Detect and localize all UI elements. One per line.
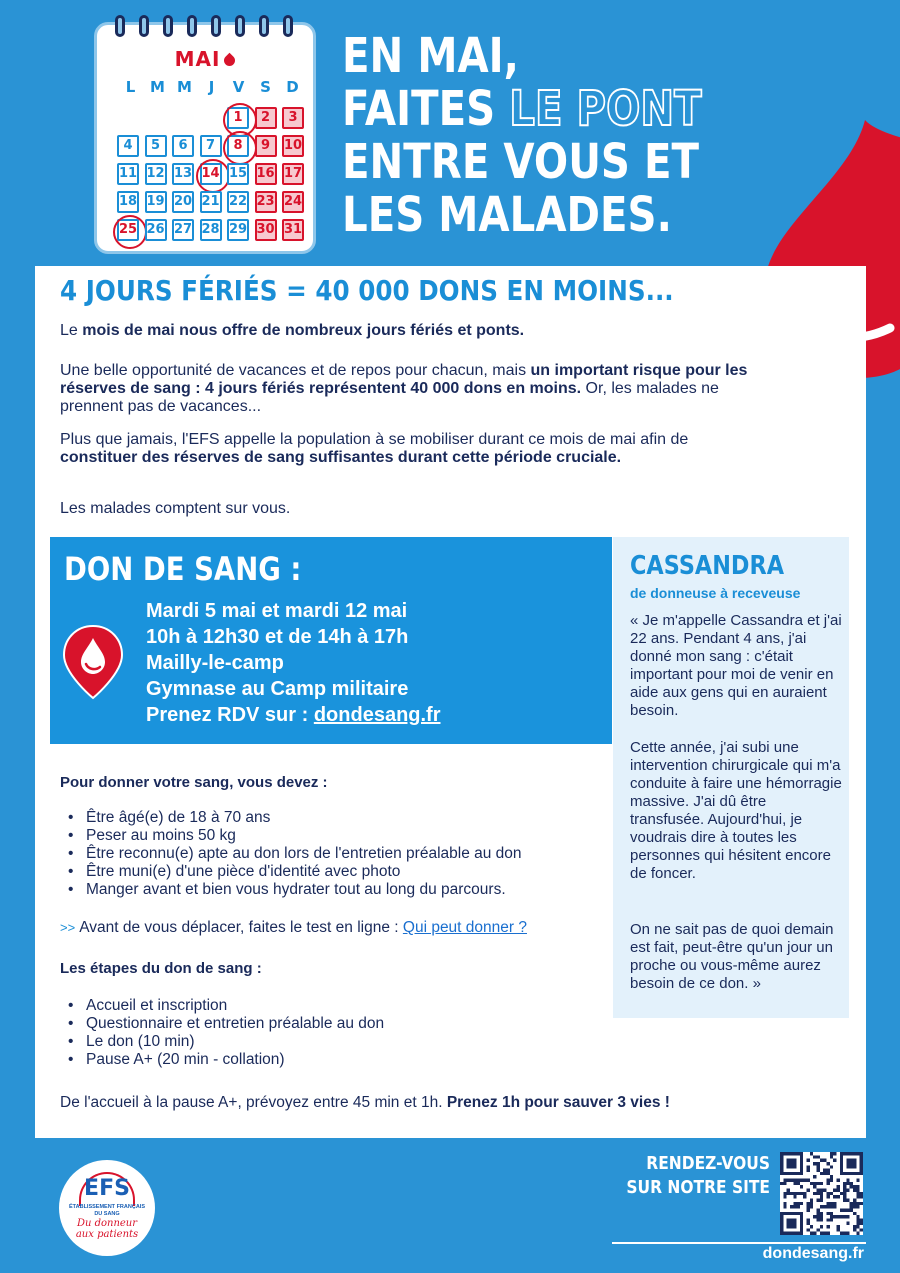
qr-module [823, 1232, 826, 1235]
calendar-ring [163, 15, 173, 37]
qr-module [826, 1179, 829, 1182]
calendar-day: 18 [117, 191, 139, 213]
qr-module [836, 1228, 839, 1231]
qr-module [790, 1179, 793, 1182]
qr-module [817, 1189, 820, 1192]
qr-module [846, 1215, 849, 1218]
intro-bold: un important risque pour les réserves de sang : 4 jours fériés représentent 40 000 dons en moins. [60, 362, 748, 397]
qr-module [797, 1205, 800, 1208]
calendar-day: 12 [145, 163, 167, 185]
qr-module [783, 1182, 786, 1185]
qr-module [783, 1195, 786, 1198]
list-item: • Le don (10 min) [68, 1033, 384, 1051]
list-item: • Accueil et inscription [68, 997, 384, 1015]
qr-module [833, 1205, 836, 1208]
headline-plain: FAITES [342, 81, 496, 137]
closing-line [60, 1094, 670, 1112]
qr-module [850, 1208, 853, 1211]
test-text: Avant de vous déplacer, faites le test en ligne : [79, 919, 403, 936]
divider [612, 1242, 866, 1244]
qr-module [826, 1202, 829, 1205]
qr-module [817, 1228, 820, 1231]
closing-bold: Prenez 1h pour sauver 3 vies ! [446, 1094, 670, 1111]
intro-paragraph-4: Les malades comptent sur vous. [60, 500, 291, 517]
qr-module [830, 1202, 833, 1205]
calendar-day: 22 [227, 191, 249, 213]
qr-module [807, 1208, 810, 1211]
requirements-list [68, 809, 522, 899]
calendar-day: 5 [145, 135, 167, 157]
qr-module [830, 1205, 833, 1208]
qr-module [810, 1152, 813, 1155]
qr-code-icon[interactable] [780, 1152, 863, 1235]
qr-module [810, 1225, 813, 1228]
calendar-day-name: J [208, 78, 215, 96]
calendar-day: 7 [200, 135, 222, 157]
qr-module [833, 1189, 836, 1192]
qr-module [846, 1208, 849, 1211]
qr-module [826, 1192, 829, 1195]
qr-module [783, 1179, 786, 1182]
list-item: • Être âgé(e) de 18 à 70 ans [68, 809, 522, 827]
qr-module [860, 1195, 863, 1198]
calendar-day: 25 [117, 219, 139, 241]
qr-module [787, 1159, 797, 1169]
qr-module [856, 1225, 859, 1228]
eligibility-test-line [60, 919, 527, 937]
qr-module [826, 1212, 829, 1215]
qr-module [807, 1189, 810, 1192]
qr-module [817, 1162, 820, 1165]
eligibility-test-link[interactable]: Qui peut donner ? [402, 919, 527, 936]
donation-title: DON DE SANG : [64, 550, 302, 588]
donation-rdv [146, 702, 441, 728]
logo-mark: EFS [84, 1176, 130, 1201]
intro-bold: constituer des réserves de sang suffisantes durant cette période cruciale. [60, 449, 622, 466]
qr-module [850, 1182, 853, 1185]
qr-module [820, 1212, 823, 1215]
qr-module [833, 1152, 836, 1155]
requirements-heading: Pour donner votre sang, vous devez : [60, 774, 328, 791]
qr-module [793, 1195, 796, 1198]
list-item: • Peser au moins 50 kg [68, 827, 522, 845]
donation-details [146, 598, 441, 728]
calendar-day-name: S [260, 78, 271, 96]
qr-module [800, 1185, 803, 1188]
qr-module [817, 1215, 820, 1218]
qr-module [853, 1205, 856, 1208]
qr-module [843, 1215, 846, 1218]
qr-module [860, 1192, 863, 1195]
qr-module [853, 1198, 856, 1201]
qr-module [853, 1189, 856, 1192]
qr-module [856, 1232, 859, 1235]
qr-module [793, 1205, 796, 1208]
qr-module [800, 1202, 803, 1205]
calendar-ring [115, 15, 125, 37]
qr-module [817, 1208, 820, 1211]
qr-module [823, 1205, 826, 1208]
qr-module [810, 1182, 813, 1185]
qr-module [817, 1212, 820, 1215]
qr-module [856, 1195, 859, 1198]
calendar-day: 11 [117, 163, 139, 185]
qr-module [860, 1218, 863, 1221]
rdv-link[interactable]: dondesang.fr [313, 704, 441, 726]
qr-module [853, 1228, 856, 1231]
calendar-day: 9 [255, 135, 277, 157]
qr-module [856, 1179, 859, 1182]
qr-module [820, 1159, 823, 1162]
qr-module [783, 1205, 786, 1208]
qr-module [833, 1159, 836, 1162]
rdv-line-1: RENDEZ-VOUS [646, 1153, 770, 1174]
qr-module [810, 1202, 813, 1205]
qr-module [783, 1192, 786, 1195]
qr-module [826, 1169, 829, 1172]
qr-module [840, 1208, 843, 1211]
qr-module [840, 1215, 843, 1218]
qr-module [797, 1192, 800, 1195]
calendar-ring [259, 15, 269, 37]
headline-line-4: LES MALADES. [342, 187, 672, 243]
qr-module [813, 1155, 816, 1158]
calendar-ring [139, 15, 149, 37]
rdv-line-2: SUR NOTRE SITE [626, 1177, 770, 1198]
qr-module [800, 1179, 803, 1182]
qr-module [846, 1222, 849, 1225]
qr-module [830, 1179, 833, 1182]
qr-module [853, 1212, 856, 1215]
qr-module [853, 1202, 856, 1205]
qr-module [850, 1202, 853, 1205]
qr-module [826, 1205, 829, 1208]
blood-drop-icon [222, 53, 238, 69]
rdv-prefix: Prenez RDV sur : [146, 704, 314, 726]
qr-module [836, 1215, 839, 1218]
qr-module [856, 1202, 859, 1205]
qr-module [846, 1182, 849, 1185]
calendar-ring [187, 15, 197, 37]
testimonial-role: de donneuse à receveuse [630, 585, 801, 601]
qr-module [803, 1195, 806, 1198]
location-pin-icon [62, 624, 124, 700]
qr-module [856, 1192, 859, 1195]
qr-module [807, 1159, 810, 1162]
headline-line-2 [342, 83, 702, 136]
qr-module [860, 1202, 863, 1205]
qr-module [810, 1232, 813, 1235]
qr-module [793, 1202, 796, 1205]
qr-module [807, 1179, 810, 1182]
qr-module [830, 1155, 833, 1158]
calendar-day: 8 [227, 135, 249, 157]
qr-module [836, 1195, 839, 1198]
qr-module [830, 1175, 833, 1178]
qr-module [830, 1152, 833, 1155]
qr-module [846, 1198, 849, 1201]
qr-module [826, 1195, 829, 1198]
qr-module [817, 1169, 820, 1172]
qr-module [820, 1232, 823, 1235]
qr-module [797, 1182, 800, 1185]
qr-module [820, 1189, 823, 1192]
intro-bold: mois de mai nous offre de nombreux jours fériés et ponts. [82, 322, 525, 339]
qr-module [813, 1215, 816, 1218]
qr-module [787, 1189, 790, 1192]
qr-module [850, 1185, 853, 1188]
qr-module [807, 1169, 810, 1172]
calendar-day-name: M [150, 78, 165, 96]
calendar-day-name: V [232, 78, 245, 96]
logo-tagline-1: Du donneur [76, 1218, 138, 1229]
arrows-icon: >> [60, 920, 76, 935]
qr-module [853, 1185, 856, 1188]
calendar-day-name: D [286, 78, 299, 96]
intro-text: Plus que jamais, l'EFS appelle la population à se mobiliser durant ce mois de mai afin de [60, 431, 689, 448]
qr-module [826, 1225, 829, 1228]
qr-module [817, 1165, 820, 1168]
qr-module [813, 1185, 816, 1188]
qr-module [790, 1192, 793, 1195]
calendar-day: 20 [172, 191, 194, 213]
qr-module [853, 1225, 856, 1228]
qr-module [807, 1218, 810, 1221]
steps-list [68, 997, 384, 1069]
donation-hours: 10h à 12h30 et de 14h à 17h [146, 626, 409, 648]
calendar-day: 3 [282, 107, 304, 129]
qr-module [856, 1185, 859, 1188]
calendar-day-name: L [125, 78, 136, 96]
qr-module [846, 1232, 849, 1235]
qr-module [843, 1198, 846, 1201]
qr-module [803, 1192, 806, 1195]
calendar-day: 10 [282, 135, 304, 157]
calendar-day: 26 [145, 219, 167, 241]
qr-module [846, 1159, 856, 1169]
calendar-day: 24 [282, 191, 304, 213]
qr-module [820, 1225, 823, 1228]
qr-module [803, 1179, 806, 1182]
qr-module [807, 1222, 810, 1225]
qr-module [787, 1192, 790, 1195]
qr-module [823, 1172, 826, 1175]
rdv-call-to-action [600, 1152, 770, 1200]
calendar-day: 23 [255, 191, 277, 213]
calendar-day-name: M [177, 78, 192, 96]
calendar-day: 29 [227, 219, 249, 241]
qr-module [843, 1189, 846, 1192]
qr-module [836, 1185, 839, 1188]
closing-text: De l'accueil à la pause A+, prévoyez entre 45 min et 1h. [60, 1094, 447, 1111]
calendar-day: 31 [282, 219, 304, 241]
headline-line-3: ENTRE VOUS ET [342, 134, 700, 190]
qr-module [807, 1205, 810, 1208]
intro-text: Une belle opportunité de vacances et de repos pour chacun, mais [60, 362, 531, 379]
efs-logo[interactable] [59, 1160, 155, 1256]
qr-module [820, 1198, 823, 1201]
qr-module [807, 1228, 810, 1231]
qr-module [797, 1202, 800, 1205]
calendar-month-label: MAI [174, 47, 221, 71]
headline [342, 30, 770, 242]
qr-module [836, 1179, 839, 1182]
intro-text: Le [60, 322, 83, 339]
qr-module [826, 1182, 829, 1185]
qr-module [787, 1218, 797, 1228]
calendar-ring [235, 15, 245, 37]
calendar-day: 19 [145, 191, 167, 213]
qr-module [813, 1175, 816, 1178]
qr-module [807, 1165, 810, 1168]
qr-module [826, 1218, 829, 1221]
headline-outline: LE PONT [509, 81, 702, 137]
site-url[interactable]: dondesang.fr [762, 1245, 864, 1262]
testimonial-paragraph-2: Cette année, j'ai subi une intervention chirurgicale qui m'a conduite à faire une hémorragie massive. J'ai dû être transfusée. Aujourd'hui, je voudrais dire à toutes les personnes qui hésitent encore de foncer. [630, 739, 842, 882]
calendar-day-names [117, 78, 307, 96]
donation-city: Mailly-le-camp [146, 652, 284, 674]
qr-module [793, 1182, 796, 1185]
calendar-ring [211, 15, 221, 37]
qr-module [813, 1162, 816, 1165]
intro-paragraph-3 [60, 431, 760, 467]
qr-module [830, 1215, 833, 1218]
qr-module [843, 1208, 846, 1211]
qr-module [860, 1228, 863, 1231]
qr-module [850, 1205, 853, 1208]
qr-module [826, 1172, 829, 1175]
qr-module [820, 1205, 823, 1208]
qr-module [830, 1192, 833, 1195]
qr-module [843, 1195, 846, 1198]
qr-module [820, 1182, 823, 1185]
calendar-day: 15 [227, 163, 249, 185]
calendar-day: 2 [255, 107, 277, 129]
qr-module [846, 1189, 849, 1192]
calendar-day: 21 [200, 191, 222, 213]
qr-module [856, 1222, 859, 1225]
qr-module [817, 1218, 820, 1221]
qr-module [843, 1185, 846, 1188]
calendar-day: 17 [282, 163, 304, 185]
list-item: • Manger avant et bien vous hydrater tout au long du parcours. [68, 881, 522, 899]
calendar-ring [283, 15, 293, 37]
qr-module [820, 1172, 823, 1175]
intro-paragraph-1 [60, 322, 760, 340]
qr-module [787, 1179, 790, 1182]
qr-module [817, 1182, 820, 1185]
qr-module [810, 1198, 813, 1201]
qr-module [826, 1232, 829, 1235]
logo-full-name: ÉTABLISSEMENT FRANÇAIS DU SANG [69, 1204, 145, 1217]
qr-module [817, 1192, 820, 1195]
qr-module [807, 1202, 810, 1205]
qr-module [820, 1218, 823, 1221]
qr-module [840, 1192, 843, 1195]
list-item: • Pause A+ (20 min - collation) [68, 1051, 384, 1069]
qr-module [830, 1218, 833, 1221]
calendar-day: 4 [117, 135, 139, 157]
testimonial-paragraph-3: On ne sait pas de quoi demain est fait, peut-être qu'un jour un proche ou vous-même aurez besoin de ce don. » [630, 921, 834, 992]
qr-module [820, 1192, 823, 1195]
calendar-day: 16 [255, 163, 277, 185]
qr-module [830, 1212, 833, 1215]
qr-module [833, 1202, 836, 1205]
qr-module [856, 1189, 859, 1192]
list-item: • Être muni(e) d'une pièce d'identité avec photo [68, 863, 522, 881]
qr-module [800, 1192, 803, 1195]
qr-module [793, 1192, 796, 1195]
qr-module [823, 1189, 826, 1192]
qr-module [860, 1222, 863, 1225]
qr-module [820, 1195, 823, 1198]
donation-place: Gymnase au Camp militaire [146, 678, 409, 700]
list-item: • Être reconnu(e) apte au don lors de l'entretien préalable au don [68, 845, 522, 863]
qr-module [830, 1165, 833, 1168]
qr-module [856, 1215, 859, 1218]
intro-paragraph-2 [60, 362, 760, 416]
intro-text: Or, les malades ne prennent pas de vacances... [60, 380, 719, 415]
qr-module [833, 1195, 836, 1198]
calendar-month [97, 47, 313, 71]
calendar-day: 6 [172, 135, 194, 157]
qr-module [790, 1205, 793, 1208]
qr-module [783, 1202, 786, 1205]
calendar-day: 13 [172, 163, 194, 185]
qr-module [826, 1162, 829, 1165]
steps-heading: Les étapes du don de sang : [60, 960, 262, 977]
calendar-day: 28 [200, 219, 222, 241]
qr-module [823, 1159, 826, 1162]
qr-module [810, 1205, 813, 1208]
testimonial-name: CASSANDRA [630, 551, 785, 581]
qr-module [820, 1215, 823, 1218]
donation-dates: Mardi 5 mai et mardi 12 mai [146, 600, 408, 622]
qr-module [843, 1232, 846, 1235]
qr-module [843, 1192, 846, 1195]
testimonial-paragraph-1: « Je m'appelle Cassandra et j'ai 22 ans. Pendant 4 ans, j'ai donné mon sang : c'était important pour moi de venir en aide aux gens qui en auraient besoin. [630, 612, 842, 719]
qr-module [780, 1182, 783, 1185]
calendar-day: 30 [255, 219, 277, 241]
logo-tagline-2: aux patients [75, 1229, 139, 1240]
qr-module [843, 1182, 846, 1185]
headline-line-1: EN MAI, [342, 28, 519, 84]
qr-module [846, 1179, 849, 1182]
may-calendar [94, 22, 316, 254]
calendar-day: 1 [227, 107, 249, 129]
qr-module [797, 1179, 800, 1182]
qr-module [817, 1198, 820, 1201]
qr-module [856, 1205, 859, 1208]
qr-module [813, 1182, 816, 1185]
main-title: 4 JOURS FÉRIÉS = 40 000 DONS EN MOINS... [60, 274, 674, 307]
list-item: • Questionnaire et entretien préalable au don [68, 1015, 384, 1033]
qr-module [856, 1218, 859, 1221]
calendar-day: 27 [172, 219, 194, 241]
qr-module [840, 1232, 843, 1235]
logo-tagline [67, 1218, 147, 1240]
qr-module [813, 1192, 816, 1195]
qr-module [793, 1179, 796, 1182]
qr-module [817, 1155, 820, 1158]
qr-module [813, 1232, 816, 1235]
qr-module [836, 1189, 839, 1192]
calendar-day: 14 [200, 163, 222, 185]
qr-module [823, 1169, 826, 1172]
qr-module [836, 1225, 839, 1228]
qr-module [833, 1215, 836, 1218]
